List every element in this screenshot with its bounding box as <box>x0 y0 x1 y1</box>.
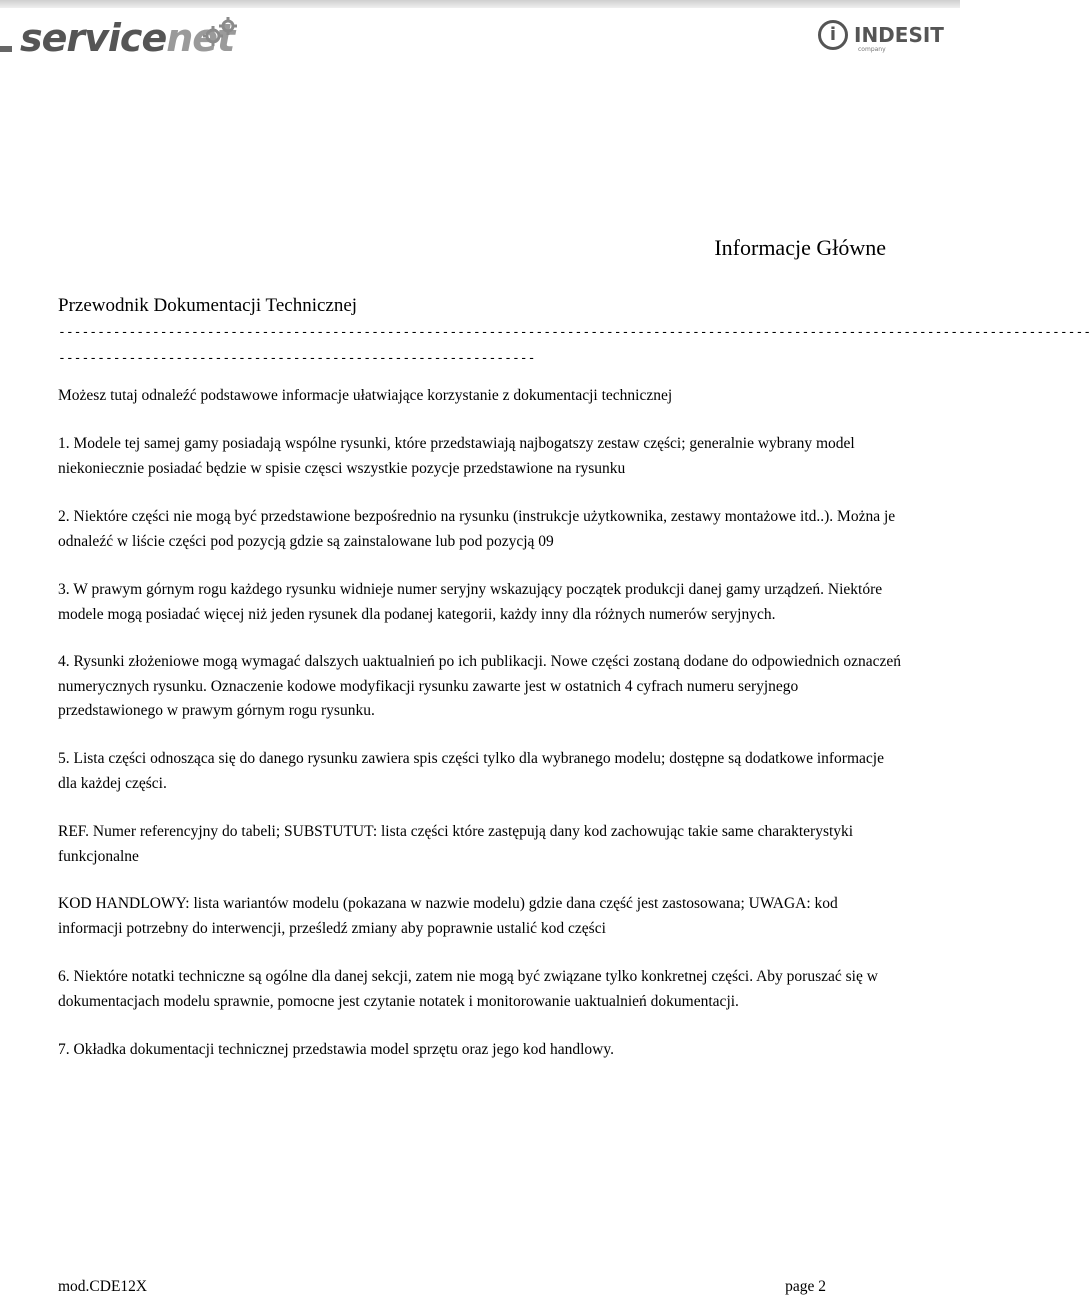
dash-separator-2: ------------------------------------------------------------- <box>58 351 536 366</box>
paragraph-3: 3. W prawym górnym rogu każdego rysunku widnieje numer seryjny wskazujący początek produkcji danej gamy urządzeń. Niektóre modele mogą posiadać więcej niż jeden rysunek dla podanej kategorii, każdy inny dla różnych numerów seryjnych. <box>58 581 883 623</box>
indesit-mark: i <box>818 20 848 50</box>
gears-icon <box>200 14 240 54</box>
logo-dash <box>0 46 12 52</box>
footer-page-number: page 2 <box>785 1278 826 1295</box>
section-title: Informacje Główne <box>714 235 886 260</box>
logo-word-main: service <box>20 16 167 60</box>
logo-word-accent: net <box>166 16 235 60</box>
footer-model-code: mod.CDE12X <box>58 1278 148 1295</box>
paragraph-6: 6. Niektóre notatki techniczne są ogólne dla danej sekcji, zatem nie mogą być związane tylko konkretnej części. Aby poruszać się w dokumentacjach modelu sprawnie, pomocne jest czytanie notatek i monitorowanie uaktualnień dokumentacji. <box>58 968 878 1010</box>
dash-separator-1: ------------------------------------------------------------------------------------------------------------------------------------ <box>58 325 1091 340</box>
paragraph-kod-handlowy: KOD HANDLOWY: lista wariantów modelu (pokazana w nazwie modelu) gdzie dana część jest zastosowana; UWAGA: kod informacji potrzebny do interwencji, prześledź zmiany aby poprawnie ustalić kod części <box>58 895 838 937</box>
intro-text: Możesz tutaj odnaleźć podstawowe informacje ułatwiające korzystanie z dokumentacji technicznej <box>58 387 673 404</box>
paragraph-4: 4. Rysunki złożeniowe mogą wymagać dalszych uaktualnień po ich publikacji. Nowe części zostaną dodane do odpowiednich oznaczeń numerycznych rysunku. Oznaczenie kodowe modyfikacji rysunku zawarte jest w ostatnich 4 cyfrach numeru seryjnego przedstawionego w prawym górnym rogu rysunku. <box>58 653 901 719</box>
indesit-logo <box>818 18 948 58</box>
paragraph-1: 1. Modele tej samej gamy posiadają wspólne rysunki, które przedstawiają najbogatszy zestaw części; generalnie wybrany model niekoniecznie posiadać będzie w spisie częsci wszystkie pozycje przedstawione na rysunku <box>58 435 855 477</box>
header-band <box>0 0 960 8</box>
indesit-sub: company <box>858 46 886 53</box>
document-title: Przewodnik Dokumentacji Technicznej <box>58 295 358 316</box>
paragraph-2: 2. Niektóre części nie mogą być przedstawione bezpośrednio na rysunku (instrukcje użytkownika, zestawy montażowe itd..). Można je odnaleźć w liście części pod pozycją gdzie są zainstalowane lub pod pozycją 09 <box>58 508 896 550</box>
paragraph-ref: REF. Numer referencyjny do tabeli; SUBSTUTUT: lista części które zastępują dany kod zachowując takie same charakterystyki funkcjonalne <box>58 823 854 865</box>
paragraph-5: 5. Lista części odnosząca się do danego rysunku zawiera spis części tylko dla wybranego modelu; dostępne są dodatkowe informacje dla każdej części. <box>58 750 884 792</box>
indesit-brand: INDESIT <box>854 23 944 47</box>
servicenet-logo <box>0 14 280 64</box>
paragraph-7: 7. Okładka dokumentacji technicznej przedstawia model sprzętu oraz jego kod handlowy. <box>58 1041 614 1058</box>
